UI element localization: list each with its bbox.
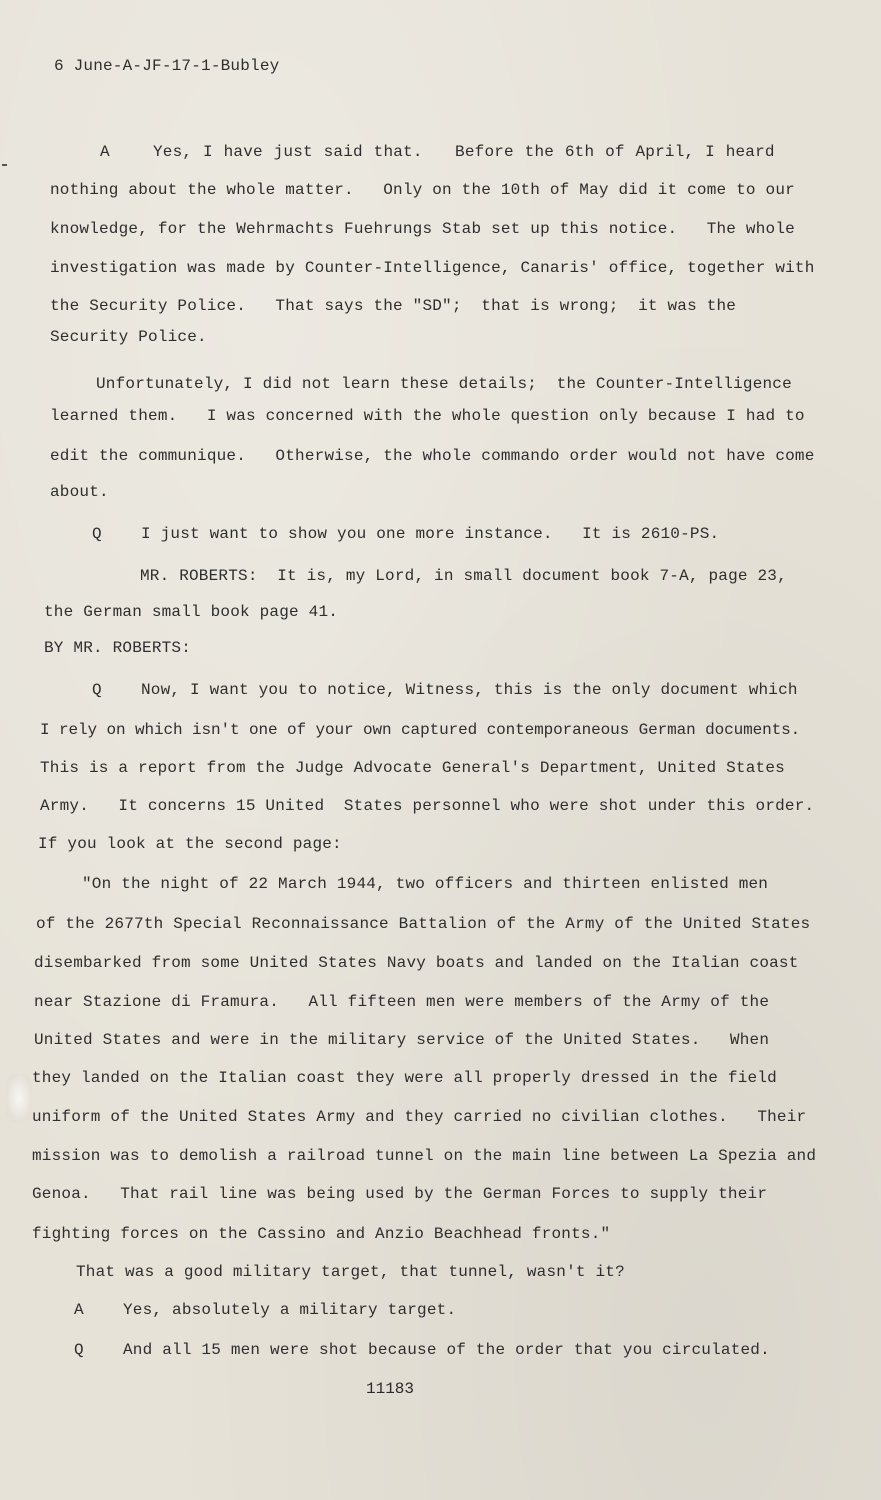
document-header: 6 June-A-JF-17-1-Bubley xyxy=(54,57,280,75)
text-line: United States and were in the military service of the United States. When xyxy=(34,1031,770,1049)
text-line: near Stazione di Framura. All fifteen men were members of the Army of the xyxy=(34,993,770,1011)
text-line: BY MR. ROBERTS: xyxy=(44,639,192,657)
text-line: If you look at the second page: xyxy=(38,835,342,853)
text-line: the German small book page 41. xyxy=(44,603,339,621)
text-line: fighting forces on the Cassino and Anzio Beachhead fronts." xyxy=(32,1225,611,1243)
text-line: A Yes, I have just said that. Before the 6th of April, I heard xyxy=(100,143,775,161)
text-line: of the 2677th Special Reconnaissance Battalion of the Army of the United States xyxy=(36,915,811,933)
text-line: A Yes, absolutely a military target. xyxy=(74,1301,457,1319)
text-line: uniform of the United States Army and they carried no civilian clothes. Their xyxy=(32,1108,807,1126)
text-line: knowledge, for the Wehrmachts Fuehrungs Stab set up this notice. The whole xyxy=(50,220,795,238)
text-line: nothing about the whole matter. Only on the 10th of May did it come to our xyxy=(50,181,795,199)
text-line: Genoa. That rail line was being used by the German Forces to supply their xyxy=(32,1185,768,1203)
text-line: This is a report from the Judge Advocate General's Department, United States xyxy=(40,759,785,777)
text-line: Army. It concerns 15 United States personnel who were shot under this order. xyxy=(40,797,815,815)
text-line: disembarked from some United States Navy boats and landed on the Italian coast xyxy=(34,954,799,972)
text-line: Q Now, I want you to notice, Witness, this is the only document which xyxy=(92,681,798,699)
text-line: about. xyxy=(50,483,109,501)
text-line: "On the night of 22 March 1944, two officers and thirteen enlisted men xyxy=(82,875,769,893)
page-number: 11183 xyxy=(366,1380,415,1398)
text-line: That was a good military target, that tunnel, wasn't it? xyxy=(76,1263,625,1281)
text-line: Unfortunately, I did not learn these details; the Counter-Intelligence xyxy=(96,375,792,393)
text-line: investigation was made by Counter-Intelligence, Canaris' office, together with xyxy=(50,259,815,277)
text-line: MR. ROBERTS: It is, my Lord, in small document book 7-A, page 23, xyxy=(140,567,787,585)
text-line: mission was to demolish a railroad tunnel on the main line between La Spezia and xyxy=(32,1147,817,1165)
text-line: Security Police. xyxy=(50,328,207,346)
text-line: they landed on the Italian coast they were all properly dressed in the field xyxy=(32,1069,777,1087)
margin-mark xyxy=(2,164,7,166)
text-line: Q And all 15 men were shot because of the order that you circulated. xyxy=(74,1341,770,1359)
text-line: Q I just want to show you one more instance. It is 2610-PS. xyxy=(92,525,720,543)
text-line: edit the communique. Otherwise, the whole commando order would not have come xyxy=(50,447,815,465)
text-line: the Security Police. That says the "SD"; that is wrong; it was the xyxy=(50,297,737,315)
staple-hole xyxy=(6,1074,32,1122)
text-line: I rely on which isn't one of your own captured contemporaneous German documents. xyxy=(40,721,801,739)
text-line: learned them. I was concerned with the whole question only because I had to xyxy=(50,407,805,425)
